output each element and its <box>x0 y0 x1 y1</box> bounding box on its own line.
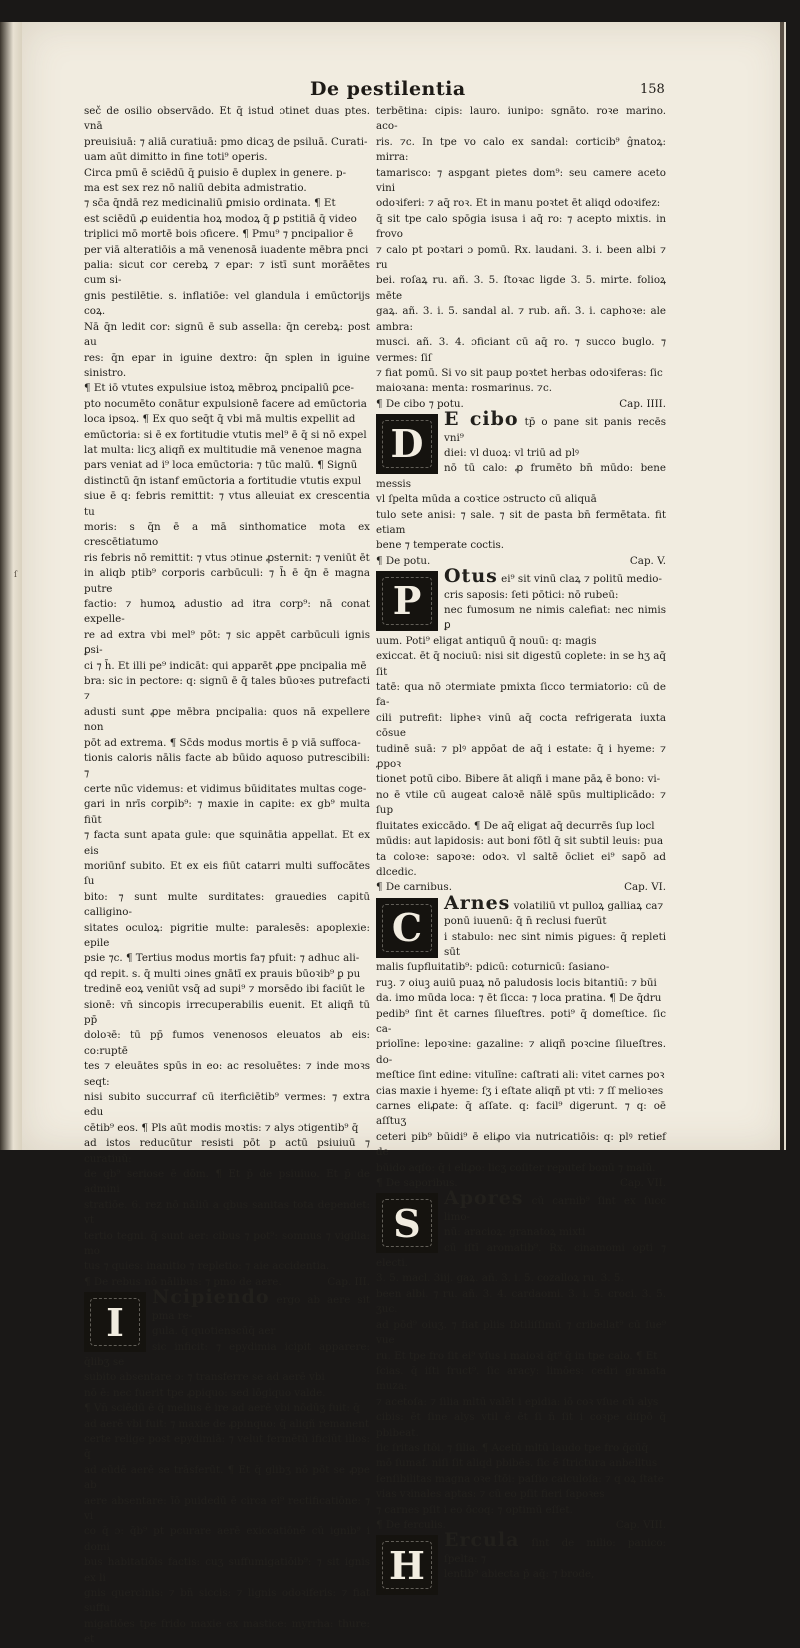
chapter-title: ¶ De potu. <box>376 554 431 567</box>
text-line: sionē: vn̄ sincopis irrecuperabilis euenit. Et aliqñ tū pp̄ <box>84 998 370 1026</box>
text-line: bei. roſaꝝ ru. añ. 3. 5. ſtoꝛac ligde 3. 5. mirte. folioꝝ mēte <box>376 274 666 302</box>
text-line: ſic ſritas ſtōi. ⁊ ſilia. ¶ Acetū mltū laudo tpe fro q̄cūq̄ <box>376 1441 649 1454</box>
text-line: seč de osilio observādo. Et q̄ istud ɔtinet duas ptes. vnā <box>84 105 370 133</box>
text-line: ⁊ fiat pomū. Si vo sit paup poꝛtet herbas odoꝛiferas: ſic <box>376 366 663 379</box>
text-line: ¶ Et iō vtutes expulsiue istoꝝ mēbroꝝ pncipaliū ꝑce- <box>84 382 354 395</box>
text-line: ⁊ sc̄a q̄ndā rez medicinaliū ꝑmisio ordinata. ¶ Et <box>84 197 336 210</box>
text-line: ris febris nō remittit: ⁊ vtus ɔtinue ꝓsternit: ⁊ veniūt ēt <box>84 551 370 564</box>
initial-letter: S <box>393 1200 421 1246</box>
chapter-title: ¶ De rebus nō nālibus: ⁊ pmo de aere. <box>84 1275 282 1288</box>
text-line: re ad extra vbi mel⁹ pōt: ⁊ sic appēt carbūculi ignis ꝑsi- <box>84 628 370 657</box>
text-line: no ē vtile cū augeat caloꝛē nālē spūs multiplicādo: ⁊ ſup <box>376 788 666 817</box>
text-line: subito absentare ɔ: ⁊ transferre se ad aerē vbi <box>84 1371 325 1384</box>
text-line: aere absentare: īō puidedū ē circa ei⁹ rectificatiōne: ⁊ vi <box>84 1494 370 1522</box>
text-line: gnis pestilētie. s. inflatiōe: vel glandula i emūctorijs coꝝ. <box>84 289 370 318</box>
text-line: preuisiuā: ⁊ aliā curatiuā: pmo dicaʒ de psiluā. Curati- <box>84 135 368 148</box>
decorated-initial <box>376 571 438 631</box>
text-line: tredinē eoꝝ veniūt vsq̄ ad supi⁹ ⁊ morsēdo ibi faciūt le <box>84 983 365 996</box>
text-line: ſenſibilitas magna oꝛe ſtōi: paſſio calculoſa: ⁊ q oꝝ ſtate <box>376 1472 664 1485</box>
text-line: in aliqb ptib⁹ corporis carbūculi: ⁊ h̄ ē q̄n ē magna putre <box>84 567 370 595</box>
text-line: factio: ⁊ humoꝝ adustio ad itra corp⁹: nā conat expelle- <box>84 598 370 626</box>
text-line: migatiōes tpe frido maxie ex mastice: myrrha: thure: et <box>84 1617 370 1646</box>
text-line: cibis: ēt ſine alys vtil ē ēt ſi n̄ ſit i coꝛpe diſpō q̄ pbibeat. <box>376 1411 666 1439</box>
paragraph-block <box>376 565 666 880</box>
text-line: musci. añ. 3. 4. ɔficiant cū aq̄ ro. ⁊ succo buglo. ⁊ vermes: ſiſ <box>376 336 666 364</box>
text-line: sic inficit: ⁊ epydimia icipit apparere: q̄libʒ se <box>84 1340 370 1368</box>
chapter-heading <box>376 554 666 569</box>
text-line: uam aūt dimitto in fine toti⁹ operis. <box>84 151 268 164</box>
text-line: ci ⁊ h̄. Et illi pe⁹ indicāt: qui apparēt ꝓpe pncipalia mē <box>84 659 367 672</box>
text-line: lat multa: licʒ aliqñ ex multitudie mā venenoe magna <box>84 443 362 456</box>
margin-note: ſ <box>14 570 17 579</box>
text-line: E cibo tp̄ o pane sit panis recēs vni⁹ <box>444 408 667 444</box>
text-line: tatē: qua nō ɔtermiate pmixta ſicco termiatorio: cū de fa- <box>376 681 666 709</box>
text-line: triplici mō mortē bois ɔficere. ¶ Pmu⁹ ⁊ pncipalior ē <box>84 228 354 241</box>
chapter-title: ¶ De ferculis. <box>376 1518 446 1531</box>
text-line: mō ſumaf. niſi ſit aliqd pbibēs. ſic ē ſtrictura anbelitus <box>376 1457 658 1470</box>
text-line: adusti sunt ꝓpe mēbra pncipalia: quos nā expellere non <box>84 705 370 734</box>
initial-letter: P <box>392 578 422 624</box>
runin-word: Arnes <box>444 891 511 914</box>
text-line: maioꝛana: menta: rosmarinus. ⁊c. <box>376 382 552 395</box>
text-line: tamarisco: ⁊ aspgant pietes dom⁹: seu camere aceto vini <box>376 166 666 195</box>
decorated-initial <box>84 1292 146 1352</box>
decorated-initial <box>376 898 438 958</box>
text-line: pōt ad extrema. ¶ Sc̄ds modus mortis ē p viā suffoca- <box>84 736 361 749</box>
chapter-number: Cap. VI. <box>624 881 666 894</box>
chapter-number: Cap. VIII. <box>615 1518 666 1531</box>
text-line: da. imo mūda loca: ⁊ ēt ſicca: ⁊ loca pratina. ¶ De q̄dru <box>376 992 662 1005</box>
text-line: tus ⁊ quies: inanitio ⁊ repletio: ⁊ aie accidentia. <box>84 1260 330 1273</box>
text-line: cris saposis: ſeti pōtici: nō rubeū: <box>444 588 619 601</box>
text-line: ad istos reducūtur resisti pōt p actū psiuiuū ⁊ curatiuū: <box>84 1137 370 1165</box>
text-line: priolīne: lepoꝛine: gazaline: ⁊ aliqñ poꝛcine ſilueſtres. do- <box>376 1038 666 1066</box>
text-line: pars veniat ad i⁹ loca emūctoria: ⁊ tūc malū. ¶ Signū <box>84 459 358 472</box>
chapter-title: ¶ De carnibus. <box>376 881 452 894</box>
text-line: tes ⁊ eleuātes spūs in eo: ac resoluētes: ⁊ inde moꝛs seqt: <box>84 1060 370 1088</box>
text-line: nō tū calo: ꝓ frumēto bn̄ mūdo: bene messis <box>376 462 666 490</box>
initial-letter: I <box>106 1299 124 1345</box>
text-line: ¶ Vn̄ sciēdū ē q̄ melius ē ire ad aerē vbi nōdūʒ fuit: q̄ <box>84 1402 360 1415</box>
text-line: qd repit. s. q̄ multi ɔines gnātī ex prauis būoꝛib⁹ ꝑ pu <box>84 967 361 980</box>
runin-word: E cibo <box>444 408 519 431</box>
text-line: emūctoria: si ē ex fortitudie vtutis mel⁹ ē q̄ si nō expel <box>84 428 367 441</box>
text-line: nū: aracioꝝ: granatoꝝ mixti <box>444 1226 586 1239</box>
right-column <box>376 104 666 1597</box>
text-line: cias maxie i hyeme: ſʒ i eſtate aliqñ pt vti: ⁊ ſſ melioꝛes <box>376 1084 664 1097</box>
initial-letter: D <box>390 421 424 467</box>
text-line: būido aqſo: q̄ i eliꝓo: licʒ coſiter reputef bonū ⁊ malū. <box>376 1161 656 1174</box>
text-line: gula. q̄ quotienscūq̄ aer <box>152 1325 276 1338</box>
chapter-number: Cap. IIII. <box>619 397 666 410</box>
text-line: ad eūdē aerē se trāsferūt. ¶ Et q̄ glibʒ nō pōt se ꝓpe ab <box>84 1463 370 1492</box>
text-line: ruꝫ. ⁊ oiuꝫ auiū puaꝝ nō paludosis locis bitantiū: ⁊ būi <box>376 976 657 989</box>
runin-word: Ercula <box>444 1529 520 1552</box>
text-line: terbētina: cipis: lauro. iunipo: sgnāto. roꝛe marino. aco- <box>376 105 666 133</box>
text-line: siue ē q: febris remittit: ⁊ vtus alleuiat ex crescentia tu <box>84 490 370 518</box>
text-line: ta coloꝛe: sapoꝛe: odoꝛ. vl saltē ōcliet ei⁹ sapō ad dlcedic. <box>376 850 666 878</box>
paragraph-block <box>84 1286 370 1647</box>
text-line: Apores cū carnib⁹ ſint ex ſucc limo- <box>444 1187 666 1223</box>
chapter-number: Cap. V. <box>629 554 666 567</box>
text-line: ⁊ acetoſa: ⁊ ſilia mltū valēt i epidia: iō coꝛ vſue cū alys <box>376 1395 659 1408</box>
text-line: ⁊ calo pt poꝛtari ɔ pomū. Rx. laudani. 3. i. been albi ⁊ ru <box>376 243 666 272</box>
text-line: been albi. ⁊ ru. añ. 3. 4. cardaomi. 3. i. 5. croci. 3. 5. ʒuc. <box>376 1287 666 1316</box>
text-line: loca ipsoꝝ. ¶ Ex quo seq̄t q̄ vbi mā multis expellit ad <box>84 413 356 426</box>
text-line: res: q̄n epar in iguine dextro: q̄n splen in iguine sinistro. <box>84 351 370 379</box>
paragraph-block <box>376 1529 666 1597</box>
text-line: diei: vl duoꝝ: vl triū ad plꝰ <box>444 446 579 459</box>
text-line: nō ē: nec fuerit tpe ꝓpiquo: sed lōgiquo valde. <box>84 1386 326 1399</box>
text-line: ru. Et tpe fro ſit ei⁹ vſus i maioꝛi q̄t⁹ q̄ in tpe calo. ¶ Et <box>376 1349 658 1362</box>
text-line: stratiōe. 6. rez nō nāliū a qbus sanitas tota dependet: vt <box>84 1198 370 1227</box>
text-line: ⁊ facta sunt apata gule: que squinātia appellat. Et ex eis <box>84 829 370 857</box>
text-line: Circa pmū ē sciēdū q̄ ꝑuisio ē duplex in genere. p- <box>84 166 347 179</box>
runin-word: Ncipiendo <box>152 1286 270 1309</box>
text-line: 3. 5. macl. 3iij. gaꝝ. añ. 3. i. 5. cozalloꝝ ru. 3. 5. <box>376 1272 624 1285</box>
decorated-initial <box>376 414 438 474</box>
chapter-heading <box>376 1518 666 1533</box>
chapter-number: Cap. VII. <box>620 1177 666 1190</box>
text-line: lentib⁹ abiecta p̄ aq̄: ⁊ brode, <box>444 1568 595 1581</box>
text-line: Nā q̄n ledit cor: signū ē sub assella: q̄n cerebꝝ: post au <box>84 320 370 349</box>
text-line: ceteri pib⁹ būidi⁹ ē eliꝓo via nutricatiōis: q: plꝰ retief de <box>376 1130 666 1159</box>
text-line: ris. ⁊c. In tpe vo calo ex sandal: corticib⁹ ĝnatoꝝ: mirra: <box>376 135 666 164</box>
text-line: mūdis: aut lapidosis: aut boni fōtl q̄ sit subtil leuis: pua <box>376 835 664 848</box>
chapter-heading <box>376 880 666 895</box>
text-line: tionet potū cibo. Bibere āt aliqñ i mane pāꝝ ē bono: vi- <box>376 773 661 786</box>
text-line: Arnes volatiliū vt pulloꝝ galliaꝝ ca⁊ <box>444 891 664 914</box>
text-line: cili putrefit: lipheꝛ vinū aq̄ cocta refrigerata iuxta cōsue <box>376 711 666 740</box>
text-line: gnis quercinis: ⁊ bn̄ siccis: ⁊ lignis odoꝛiferis: ⁊ fiat suffu <box>84 1587 370 1615</box>
initial-letter: C <box>391 905 423 951</box>
text-line: malis ſupfluitatib⁹: pdicū: coturnicū: ſasiano- <box>376 961 610 974</box>
text-line: exiccat. ēt q̄ nociuū: nisi sit digestū coplete: in se hʒ aq̄ ſit <box>376 650 666 678</box>
text-line: bene ⁊ temperate coctis. <box>376 539 505 552</box>
text-line: moris: s q̄n ē a mā sinthomatice mota ex crescētiatumo <box>84 520 370 549</box>
text-line: psie ⁊c. ¶ Tertius modus mortis fa⁊ pfuit: ⁊ adhuc ali- <box>84 952 360 965</box>
text-line: de qb⁹ seriose ē dōm. ¶ Et p̄ de psiuiuo. Et p̄ de admini <box>84 1168 370 1196</box>
chapter-title: ¶ De saporibus. <box>376 1177 458 1190</box>
text-line: certe relige post epydimiā: ⁊ velut fermētū ificiūt illos: q̄ <box>84 1432 370 1461</box>
text-line: tudinē suā: ⁊ plꝰ appōat de aq̄ i estate: q̄ i hyeme: ⁊ ꝓpoꝛ <box>376 742 666 771</box>
text-line: palia: sicut cor cerebꝝ ⁊ epar: ⁊ istī sunt morāētes cum si- <box>84 259 370 287</box>
text-line: vias vꝛinales aptas: ⁊ cū eo pſit fieri ſapoꝛes <box>376 1488 605 1501</box>
chapter-number: Cap. III. <box>327 1275 370 1288</box>
text-line: bus habitatiōis factis: cuʒ suffumigatiōib⁹: ⁊ sit ignis ex li <box>84 1556 370 1584</box>
chapter-title: ¶ De cibo ⁊ potu. <box>376 397 464 410</box>
text-line: ⁊ carnes pſit i eo ōcoq: ⁊ optimū eſſet. <box>376 1503 573 1516</box>
text-line: carnes eliꝓate: q̄ aſſate. q: facil⁹ digerunt. ⁊ q: oē aſſtuʒ <box>376 1100 666 1128</box>
folio-number: 158 <box>640 82 665 97</box>
text-line: pedib⁹ ſint ēt carnes ſilueſtres. poti⁹ q̄ domeſtice. ſic ca- <box>376 1007 666 1035</box>
text-line: nisi subito succurraf cū iterficiētib⁹ vermes: ⁊ extra edu <box>84 1091 370 1119</box>
text-line: ad aerē vbi fuit: ⁊ maxie de ꝓpinquo: q̄ aliqñ remanent <box>84 1417 369 1430</box>
text-line: est sciēdū ꝓ euidentia hoꝝ modoꝝ q̄ ꝑ pstitiā q̄ video <box>84 212 357 225</box>
text-line: tionis caloris nālis facte ab būido aquoso putrescibili: ⁊ <box>84 752 370 780</box>
running-header: De pestilentia <box>310 78 466 100</box>
text-line: tulo sete anisi: ⁊ sale. ⁊ sit de pasta bn̄ fermētata. fit etiam <box>376 508 666 536</box>
paragraph-block <box>376 1187 666 1518</box>
runin-word: Otus <box>444 565 498 588</box>
text-line: cētib⁹ eos. ¶ Pls aūt modis moꝛtis: ⁊ alys ɔtigentib⁹ q̄ <box>84 1121 359 1134</box>
text-line: uum. Poti⁹ eligat antiquū q̄ nouū: q: magis <box>376 634 597 647</box>
text-line: vl ſpelta mūda a coꝛtice ɔstructo cū aliquā <box>376 493 597 506</box>
initial-letter: H <box>389 1542 425 1588</box>
paragraph-block <box>376 891 666 1176</box>
text-line: meſtice ſint edine: vitulīne: caſtrati ali: vitet carnes poꝛ <box>376 1069 665 1082</box>
text-line: Otus ei⁹ sit vinū claꝝ ⁊ politū medio- <box>444 565 662 588</box>
book-gutter <box>0 22 22 1150</box>
text-line: ponū iuuenū: q̄ n̄ reclusi fuerūt <box>444 915 607 928</box>
text-line: cū iſtī aromatib⁹. Rx. cinamomi opti ⁊ electi. <box>376 1241 666 1270</box>
text-line: distinctū q̄n istanf emūctoria a fortitudie vtutis expul <box>84 474 362 487</box>
text-line: q̄ sit tpe calo spōgia isusa i aq̄ ro: ⁊ acepto mixtis. in frovo <box>376 212 666 241</box>
text-line: gari in nrīs corꝑib⁹: ⁊ maxie in capite: ex gb⁹ multa fiūt <box>84 798 370 826</box>
page-edge <box>780 22 784 1150</box>
text-line: tertio tegni. q̄ sunt aer: cibus ⁊ pot⁹: somnus ⁊ vigilia: mo <box>84 1229 370 1258</box>
paragraph-block <box>376 408 667 554</box>
left-column <box>84 104 370 1648</box>
text-line: gaꝝ. añ. 3. i. 5. sandal al. ⁊ rub. añ. 3. i. caphoꝛe: ale ambra: <box>376 305 666 333</box>
runin-word: Apores <box>444 1187 524 1210</box>
text-line: i stabulo: nec sint nimis pigues: q̄ repleti sūt <box>444 930 666 958</box>
text-line: fluitates exiccādo. ¶ De aq̄ eligat aq̄ decurrēs ſup locl <box>376 819 655 832</box>
text-line: bra: sic in pectore: q: signū ē q̄ tales būoꝛes putrefacti ⁊ <box>84 675 370 703</box>
text-line: bito: ⁊ sunt multe surditates: grauedies capitū calligino- <box>84 890 370 919</box>
decorated-initial <box>376 1535 438 1595</box>
text-line: nec fumosum ne nimis calefiat: nec nimis ꝑ <box>444 604 666 632</box>
text-line: per viā alteratiōis a mā venenosā iuadente mēbra pnci <box>84 243 369 256</box>
text-line: Ercula ſint de milio: panico: ſpelta: ⁊ <box>444 1529 666 1565</box>
decorated-initial <box>376 1193 438 1253</box>
text-line: Ncipiendo ergo ab aere sit pma re- <box>152 1286 370 1322</box>
text-line: ad pōd⁹ oiuʒ. ⁊ fiat pliis ſbtiliſſimū ⁊ cribellat⁹ cū ſue⁹ vue <box>376 1318 666 1347</box>
text-line: odoꝛiferi: ⁊ aq̄ roꝛ. Et in manu poꝛtet ēt aliqd odoꝛifez: <box>376 197 661 210</box>
text-line: certe nūc videmus: et vidimus būiditates multas coge- <box>84 782 367 795</box>
text-line: ma est sex rez nō naliū debita admistratio. <box>84 182 307 195</box>
chapter-heading <box>376 397 666 412</box>
text-line: sitates oculoꝝ: pigritie multe: paralesēs: apoplexie: epile <box>84 921 370 949</box>
text-line: ſcias. q̄ iſti fruct⁹. ſic aracy: limōes: cedri granata muza: <box>376 1364 666 1393</box>
text-line: moriūnf subito. Et ex eis fiūt catarri multi suffocātes ſu <box>84 859 370 888</box>
text-line: co q̄ ɔ: q̄b⁹ pt pcurare aerē exiccatiōnē cū ignib⁹ i domi <box>84 1525 370 1553</box>
text-line: pto nocumēto conātur expulsionē facere ad emūctoria <box>84 397 367 410</box>
text-line: doloꝛē: tū pp̄ fumos venenosos eleuatos ab eis: co:ruptē <box>84 1029 370 1057</box>
